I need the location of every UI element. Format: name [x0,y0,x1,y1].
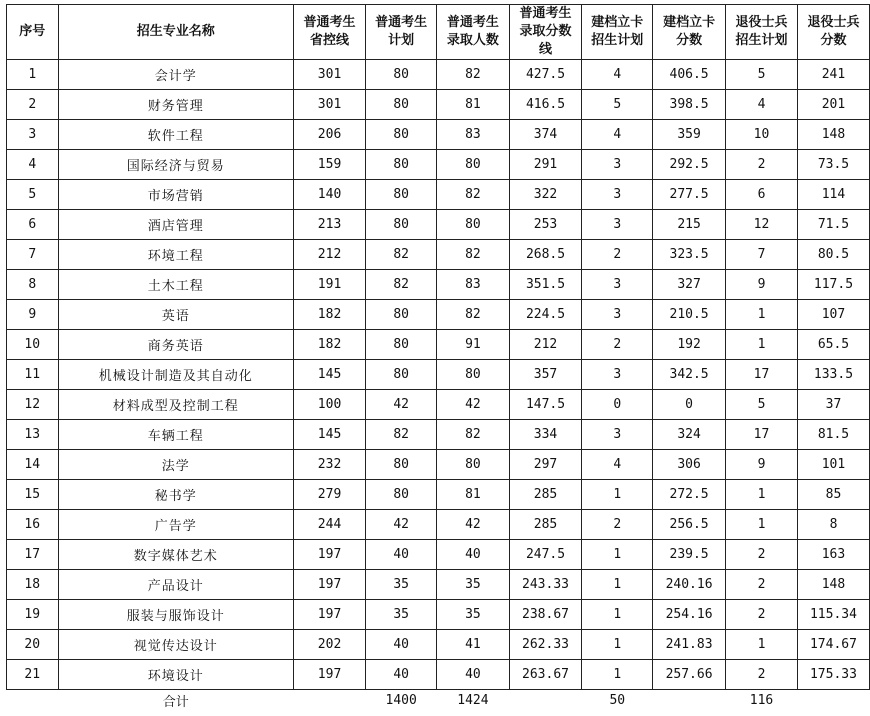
table-cell: 9 [7,300,59,330]
table-cell: 147.5 [509,390,582,420]
major-name-cell: 法学 [58,450,294,480]
table-cell: 254.16 [653,600,726,630]
table-cell: 182 [294,330,366,360]
table-cell: 82 [437,60,509,90]
table-cell: 163 [797,540,869,570]
table-cell: 42 [437,510,509,540]
table-cell: 292.5 [653,150,726,180]
table-cell: 1 [726,300,798,330]
total-plan: 1400 [385,692,417,708]
table-cell: 82 [437,300,509,330]
table-cell: 9 [726,270,798,300]
major-name-cell: 机械设计制造及其自动化 [58,360,294,390]
table-cell: 7 [7,240,59,270]
table-cell: 18 [7,570,59,600]
major-name-cell: 国际经济与贸易 [58,150,294,180]
total-blank-cell [797,690,869,711]
table-cell: 192 [653,330,726,360]
table-cell: 272.5 [653,480,726,510]
table-cell: 174.67 [797,630,869,660]
total-row [7,690,870,711]
table-row [7,180,870,210]
table-cell: 83 [437,270,509,300]
table-row [7,630,870,660]
table-row [7,420,870,450]
table-cell: 20 [7,630,59,660]
table-cell: 323.5 [653,240,726,270]
table-cell: 197 [294,540,366,570]
table-cell: 306 [653,450,726,480]
major-name-cell: 视觉传达设计 [58,630,294,660]
table-cell: 257.66 [653,660,726,690]
table-row [7,360,870,390]
table-cell: 247.5 [509,540,582,570]
table-cell: 268.5 [509,240,582,270]
table-cell: 4 [726,90,798,120]
table-row [7,480,870,510]
table-cell: 2 [726,540,798,570]
table-cell: 4 [7,150,59,180]
table-row [7,120,870,150]
table-cell: 3 [7,120,59,150]
table-cell: 212 [294,240,366,270]
table-cell: 19 [7,600,59,630]
table-cell: 145 [294,360,366,390]
table-row [7,510,870,540]
table-cell: 1 [726,510,798,540]
table-cell: 5 [7,180,59,210]
table-cell: 5 [726,390,798,420]
table-cell: 35 [437,600,509,630]
table-cell: 80 [366,120,437,150]
total-blank-cell [653,690,726,711]
table-cell: 301 [294,60,366,90]
table-cell: 2 [726,600,798,630]
table-cell: 81 [437,90,509,120]
table-cell: 351.5 [509,270,582,300]
table-cell: 80 [366,480,437,510]
table-cell: 291 [509,150,582,180]
table-cell: 42 [366,510,437,540]
table-cell: 12 [7,390,59,420]
table-cell: 82 [437,240,509,270]
table-cell: 80 [366,300,437,330]
table-cell: 1 [582,600,653,630]
table-row [7,300,870,330]
table-cell: 10 [7,330,59,360]
table-cell: 359 [653,120,726,150]
table-cell: 42 [437,390,509,420]
table-cell: 40 [366,540,437,570]
column-header: 退役士兵 招生计划 [726,5,798,60]
table-cell: 5 [726,60,798,90]
table-cell: 73.5 [797,150,869,180]
table-cell: 8 [7,270,59,300]
table-cell: 1 [582,660,653,690]
table-cell: 342.5 [653,360,726,390]
table-header-row [7,5,870,60]
table-cell: 2 [582,330,653,360]
table-cell: 16 [7,510,59,540]
table-cell: 232 [294,450,366,480]
table-row [7,450,870,480]
table-cell: 256.5 [653,510,726,540]
table-cell: 14 [7,450,59,480]
total-label: 合计 [162,694,189,710]
table-cell: 80.5 [797,240,869,270]
table-cell: 324 [653,420,726,450]
column-header: 序号 [7,5,59,60]
table-cell: 1 [582,540,653,570]
table-cell: 0 [653,390,726,420]
table-cell: 37 [797,390,869,420]
table-cell: 239.5 [653,540,726,570]
table-cell: 253 [509,210,582,240]
table-cell: 40 [366,660,437,690]
table-row [7,150,870,180]
table-cell: 107 [797,300,869,330]
table-cell: 1 [726,480,798,510]
table-cell: 80 [437,360,509,390]
table-cell: 4 [582,60,653,90]
table-cell: 2 [7,90,59,120]
table-cell: 82 [366,240,437,270]
table-cell: 13 [7,420,59,450]
table-cell: 80 [437,210,509,240]
table-cell: 406.5 [653,60,726,90]
table-cell: 3 [582,360,653,390]
column-header: 招生专业名称 [58,5,294,60]
table-cell: 101 [797,450,869,480]
table-cell: 8 [797,510,869,540]
table-cell: 427.5 [509,60,582,90]
table-cell: 238.67 [509,600,582,630]
table-cell: 1 [582,480,653,510]
major-name-cell: 土木工程 [58,270,294,300]
major-name-cell: 数字媒体艺术 [58,540,294,570]
major-name-cell: 酒店管理 [58,210,294,240]
major-name-cell: 英语 [58,300,294,330]
table-cell: 80 [366,360,437,390]
table-cell: 17 [7,540,59,570]
table-cell: 17 [726,360,798,390]
table-cell: 2 [726,570,798,600]
table-cell: 197 [294,660,366,690]
table-cell: 4 [582,450,653,480]
table-cell: 17 [726,420,798,450]
table-cell: 301 [294,90,366,120]
table-cell: 80 [366,450,437,480]
column-header: 退役士兵 分数 [797,5,869,60]
table-row [7,60,870,90]
table-cell: 82 [366,270,437,300]
total-blank-cell [7,690,59,711]
table-cell: 114 [797,180,869,210]
table-cell: 1 [7,60,59,90]
column-header: 建档立卡 分数 [653,5,726,60]
table-cell: 10 [726,120,798,150]
table-cell: 202 [294,630,366,660]
table-cell: 80 [366,330,437,360]
table-row [7,240,870,270]
major-name-cell: 车辆工程 [58,420,294,450]
table-cell: 191 [294,270,366,300]
table-cell: 133.5 [797,360,869,390]
total-blank-cell [294,690,366,711]
table-cell: 263.67 [509,660,582,690]
table-row [7,270,870,300]
table-cell: 82 [366,420,437,450]
table-cell: 175.33 [797,660,869,690]
table-cell: 212 [509,330,582,360]
table-cell: 82 [437,180,509,210]
table-cell: 224.5 [509,300,582,330]
table-cell: 2 [582,240,653,270]
major-name-cell: 环境设计 [58,660,294,690]
table-cell: 5 [582,90,653,120]
table-cell: 240.16 [653,570,726,600]
table-cell: 140 [294,180,366,210]
column-header: 普通考生 录取人数 [437,5,509,60]
table-cell: 398.5 [653,90,726,120]
table-cell: 285 [509,510,582,540]
total-admitted: 1424 [457,692,489,708]
table-row [7,570,870,600]
total-veteran-plan: 116 [749,692,774,708]
table-row [7,330,870,360]
table-cell: 2 [726,150,798,180]
column-header: 建档立卡 招生计划 [582,5,653,60]
table-cell: 80 [366,90,437,120]
table-cell: 206 [294,120,366,150]
table-cell: 80 [437,450,509,480]
table-cell: 201 [797,90,869,120]
major-name-cell: 服装与服饰设计 [58,600,294,630]
major-name-cell: 环境工程 [58,240,294,270]
table-cell: 80 [366,150,437,180]
table-cell: 145 [294,420,366,450]
table-cell: 3 [582,420,653,450]
table-cell: 80 [366,60,437,90]
table-cell: 81.5 [797,420,869,450]
table-cell: 210.5 [653,300,726,330]
major-name-cell: 会计学 [58,60,294,90]
table-cell: 334 [509,420,582,450]
table-cell: 82 [437,420,509,450]
table-row [7,660,870,690]
table-cell: 322 [509,180,582,210]
major-name-cell: 广告学 [58,510,294,540]
major-name-cell: 市场营销 [58,180,294,210]
table-cell: 15 [7,480,59,510]
table-cell: 285 [509,480,582,510]
table-cell: 100 [294,390,366,420]
table-cell: 35 [437,570,509,600]
total-archive-plan: 50 [609,692,626,708]
table-cell: 85 [797,480,869,510]
table-cell: 7 [726,240,798,270]
table-cell: 65.5 [797,330,869,360]
table-cell: 91 [437,330,509,360]
column-header: 普通考生 录取分数 线 [509,5,582,60]
table-cell: 117.5 [797,270,869,300]
table-body [7,60,870,690]
admission-table [6,4,870,710]
table-cell: 115.34 [797,600,869,630]
table-cell: 80 [366,210,437,240]
table-cell: 1 [582,630,653,660]
table-cell: 3 [582,300,653,330]
major-name-cell: 软件工程 [58,120,294,150]
table-cell: 215 [653,210,726,240]
table-cell: 374 [509,120,582,150]
table-row [7,600,870,630]
table-cell: 40 [437,660,509,690]
table-cell: 80 [366,180,437,210]
table-cell: 0 [582,390,653,420]
table-cell: 277.5 [653,180,726,210]
table-cell: 81 [437,480,509,510]
column-header: 普通考生 计划 [366,5,437,60]
table-cell: 244 [294,510,366,540]
table-cell: 148 [797,570,869,600]
major-name-cell: 秘书学 [58,480,294,510]
major-name-cell: 财务管理 [58,90,294,120]
table-cell: 40 [366,630,437,660]
table-cell: 6 [726,180,798,210]
table-cell: 12 [726,210,798,240]
table-cell: 262.33 [509,630,582,660]
table-cell: 1 [726,330,798,360]
table-cell: 197 [294,600,366,630]
table-cell: 3 [582,270,653,300]
total-blank-cell [509,690,582,711]
table-cell: 9 [726,450,798,480]
table-cell: 148 [797,120,869,150]
table-cell: 182 [294,300,366,330]
table-cell: 2 [726,660,798,690]
table-cell: 297 [509,450,582,480]
table-cell: 416.5 [509,90,582,120]
table-row [7,210,870,240]
table-cell: 243.33 [509,570,582,600]
table-cell: 279 [294,480,366,510]
table-row [7,390,870,420]
table-cell: 35 [366,570,437,600]
major-name-cell: 材料成型及控制工程 [58,390,294,420]
major-name-cell: 商务英语 [58,330,294,360]
table-cell: 159 [294,150,366,180]
table-cell: 3 [582,150,653,180]
table-cell: 21 [7,660,59,690]
table-cell: 4 [582,120,653,150]
table-cell: 71.5 [797,210,869,240]
table-cell: 83 [437,120,509,150]
table-cell: 357 [509,360,582,390]
table-cell: 197 [294,570,366,600]
table-cell: 241.83 [653,630,726,660]
table-cell: 3 [582,210,653,240]
table-cell: 3 [582,180,653,210]
table-cell: 6 [7,210,59,240]
table-row [7,540,870,570]
table-cell: 80 [437,150,509,180]
column-header: 普通考生 省控线 [294,5,366,60]
table-cell: 2 [582,510,653,540]
table-cell: 241 [797,60,869,90]
table-cell: 1 [582,570,653,600]
table-row [7,90,870,120]
table-cell: 1 [726,630,798,660]
table-cell: 213 [294,210,366,240]
table-cell: 41 [437,630,509,660]
table-cell: 35 [366,600,437,630]
major-name-cell: 产品设计 [58,570,294,600]
table-cell: 327 [653,270,726,300]
table-cell: 40 [437,540,509,570]
table-cell: 42 [366,390,437,420]
table-cell: 11 [7,360,59,390]
